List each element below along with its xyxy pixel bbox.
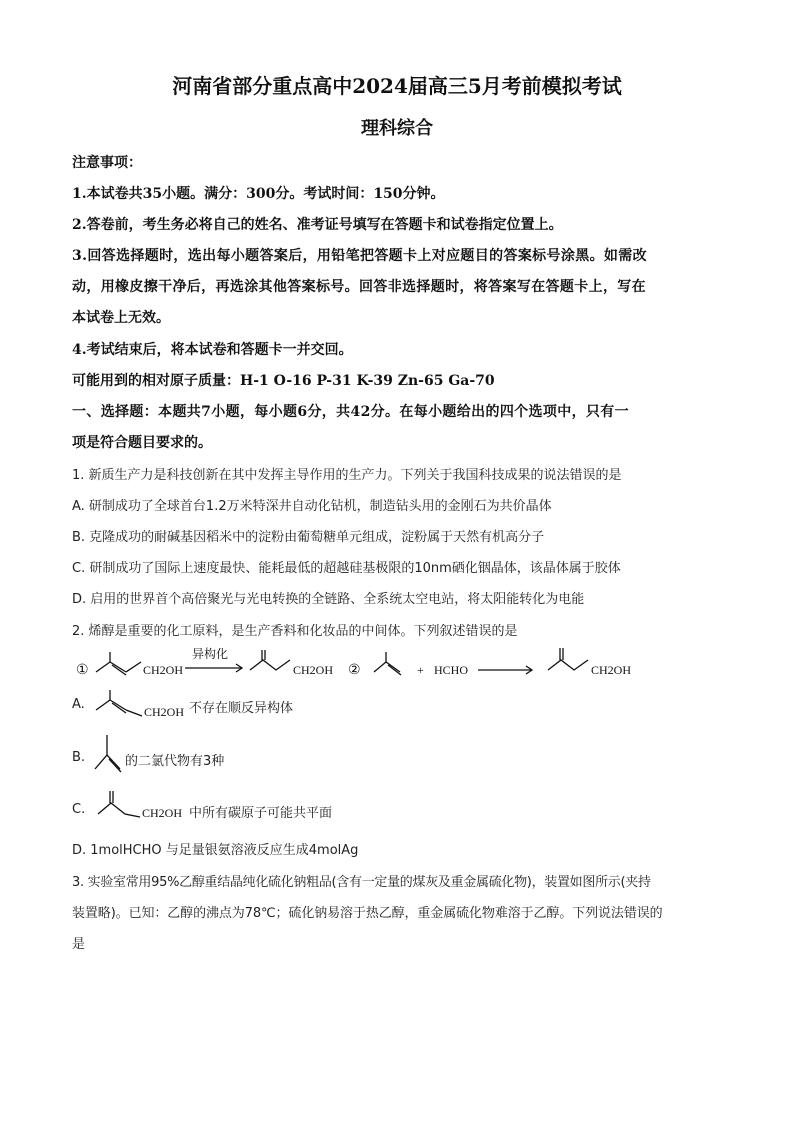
q2-option-d: D. 1molHCHO 与足量银氨溶液反应生成4molAg [72, 843, 359, 858]
reactant-1-structure [96, 652, 141, 675]
page-title: 河南省部分重点高中2024届高三5月考前模拟考试 [172, 74, 622, 98]
q1-option-a: A. 研制成功了全球首台1.2万米特深井自动化钻机，制造钻头用的金刚石为共价晶体 [72, 499, 552, 514]
page-subtitle: 理科综合 [361, 118, 433, 139]
q2-option-c-structure [90, 787, 190, 823]
q2-option-b-text: 的二氯代物有3种 [125, 754, 225, 769]
q3-stem-line3: 是 [72, 937, 86, 952]
notice-item-1: 1.本试卷共35小题。满分：300分。考试时间：150分钟。 [72, 186, 445, 202]
scheme-label-2: ② [348, 663, 361, 678]
notice-item-3-line1: 3.回答选择题时，选出每小题答案后，用铅笔把答题卡上对应题目的答案标号涂黑。如需改 [72, 248, 647, 264]
scheme-label-1: ① [76, 663, 89, 678]
notice-item-3-line3: 本试卷上无效。 [72, 310, 170, 326]
q3-stem-line2: 装置略)。已知：乙醇的沸点为78℃；硫化钠易溶于热乙醇，重金属硫化物难溶于乙醇。下列说法错误的 [72, 906, 663, 921]
q1-option-c: C. 研制成功了国际上速度最快、能耗最低的超越硅基极限的10nm硒化铟晶体，该晶体属于胶体 [72, 561, 621, 576]
q2-option-a-structure [90, 686, 190, 722]
product-1-group: CH2OH [293, 663, 334, 677]
q2-reaction-scheme [70, 640, 650, 690]
notice-heading: 注意事项： [72, 155, 142, 171]
section-heading-line1: 一、选择题：本题共7小题，每小题6分，共42分。在每小题给出的四个选项中，只有一 [72, 404, 629, 420]
atomic-mass-line: 可能用到的相对原子质量：H-1 O-16 P-31 K-39 Zn-65 Ga-70 [72, 373, 495, 389]
q2-option-a-group: CH2OH [144, 705, 185, 719]
plus-sign: + [417, 663, 424, 677]
reagent-hcho: HCHO [434, 663, 469, 677]
isobutylene-structure [374, 652, 401, 675]
notice-item-3-line2: 动，用橡皮擦干净后，再选涂其他答案标号。回答非选择题时，将答案写在答题卡上，写在 [72, 279, 646, 295]
section-heading-line2: 项是符合题目要求的。 [72, 435, 212, 451]
product-2-structure [548, 648, 588, 670]
q1-option-b: B. 克隆成功的耐碱基因稻米中的淀粉由葡萄糖单元组成，淀粉属于天然有机高分子 [72, 530, 545, 545]
q2-option-a-letter: A. [72, 697, 85, 712]
q1-stem: 1. 新质生产力是科技创新在其中发挥主导作用的生产力。下列关于我国科技成果的说法错误的是 [72, 468, 622, 483]
q3-stem-line1: 3. 实验室常用95%乙醇重结晶纯化硫化钠粗品(含有一定量的煤灰及重金属硫化物)，装置如图所示(夹持 [72, 875, 651, 890]
arrow-label: 异构化 [192, 647, 229, 661]
q2-option-a-text: 不存在顺反异构体 [189, 701, 294, 716]
q2-option-c-text: 中所有碳原子可能共平面 [189, 806, 333, 821]
product-1-structure [250, 650, 290, 670]
q2-option-b-letter: B. [72, 750, 86, 765]
notice-item-4: 4.考试结束后，将本试卷和答题卡一并交回。 [72, 342, 353, 358]
q1-option-d: D. 启用的世界首个高倍聚光与光电转换的全链路、全系统太空电站，将太阳能转化为电能 [72, 592, 585, 607]
notice-item-2: 2.答卷前，考生务必将自己的姓名、准考证号填写在答题卡和试卷指定位置上。 [72, 217, 563, 233]
q2-stem: 2. 烯醇是重要的化工原料，是生产香料和化妆品的中间体。下列叙述错误的是 [72, 624, 518, 639]
q2-option-c-group: CH2OH [142, 806, 183, 820]
reactant-1-group: CH2OH [143, 663, 184, 677]
q2-option-c-letter: C. [72, 802, 86, 817]
product-2-group: CH2OH [591, 663, 632, 677]
